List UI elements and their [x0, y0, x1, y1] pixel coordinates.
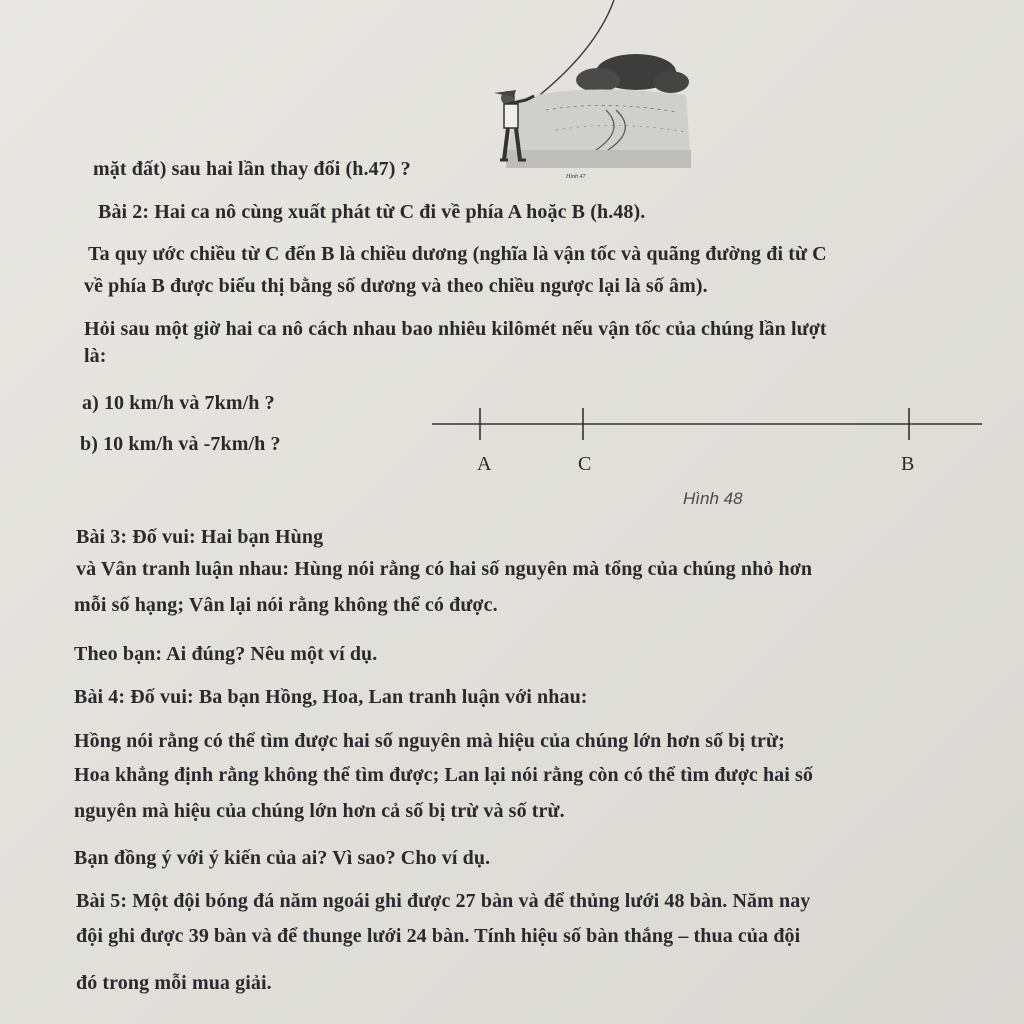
question-a: a) 10 km/h và 7km/h ?	[82, 392, 275, 414]
text-line: và Vân tranh luận nhau: Hùng nói rằng có hai số nguyên mà tổng của chúng nhỏ hơn	[76, 558, 813, 580]
figure-47-caption: Hình 47	[566, 174, 586, 180]
text-line: mặt đất) sau hai lần thay đổi (h.47) ?	[93, 158, 411, 180]
text-line: Bạn đồng ý với ý kiến của ai? Vì sao? Cho ví dụ.	[74, 847, 491, 869]
figure-48-caption: Hình 48	[683, 489, 743, 508]
figure-47-illustration	[486, 0, 696, 182]
exercise-2-title: Bài 2: Hai ca nô cùng xuất phát từ C đi về phía A hoặc B (h.48).	[98, 201, 646, 223]
text-line: mỗi số hạng; Vân lại nói rằng không thể có được.	[74, 594, 498, 616]
text-line: Hồng nói rằng có thể tìm được hai số nguyên mà hiệu của chúng lớn hơn số bị trừ;	[74, 730, 785, 752]
exercise-3-title: Bài 3: Đố vui: Hai bạn Hùng	[76, 526, 324, 548]
point-label-c: C	[578, 453, 592, 475]
text-line: nguyên mà hiệu của chúng lớn hơn cả số bị trừ và số trừ.	[74, 800, 565, 822]
text-line: Theo bạn: Ai đúng? Nêu một ví dụ.	[74, 643, 378, 665]
question-b: b) 10 km/h và -7km/h ?	[80, 433, 281, 455]
text-line: về phía B được biểu thị bằng số dương và theo chiều ngược lại là số âm).	[84, 275, 708, 297]
text-line: đội ghi được 39 bàn và để thunge lưới 24 bàn. Tính hiệu số bàn thắng – thua của đội	[76, 925, 801, 947]
text-line: đó trong mỗi mua giải.	[76, 972, 272, 994]
text-line: là:	[84, 345, 107, 367]
point-label-b: B	[901, 453, 915, 475]
exercise-5-title: Bài 5: Một đội bóng đá năm ngoái ghi được 27 bàn và để thủng lưới 48 bàn. Năm nay	[76, 890, 811, 912]
text-line: Hoa khẳng định rằng không thể tìm được; Lan lại nói rằng còn có thể tìm được hai số	[74, 764, 814, 786]
point-label-a: A	[477, 453, 492, 475]
exercise-4-title: Bài 4: Đố vui: Ba bạn Hồng, Hoa, Lan tranh luận với nhau:	[74, 686, 588, 708]
text-line: Hỏi sau một giờ hai ca nô cách nhau bao nhiêu kilômét nếu vận tốc của chúng lần lượt	[84, 318, 827, 340]
text-line: Ta quy ước chiều từ C đến B là chiều dương (nghĩa là vận tốc và quãng đường đi từ C	[88, 243, 827, 265]
